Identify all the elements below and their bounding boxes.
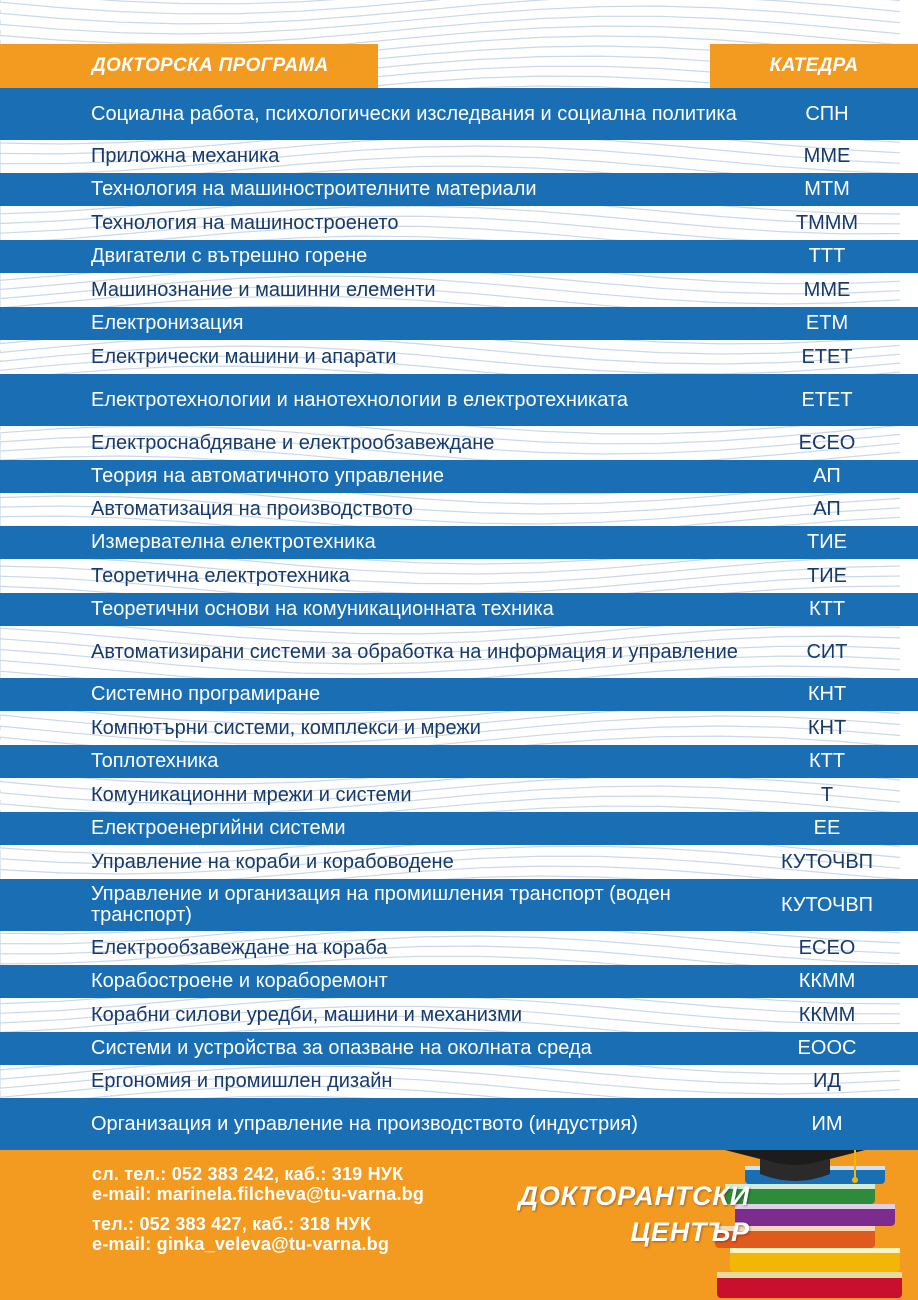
program-name: Електрически машини и апарати	[91, 345, 397, 368]
table-row	[0, 240, 918, 273]
table-row	[0, 778, 918, 812]
contact-email[interactable]: e-mail: marinela.filcheva@tu-varna.bg	[92, 1184, 425, 1204]
table-row	[0, 593, 918, 626]
table-row	[0, 340, 918, 374]
table-row	[0, 88, 918, 140]
program-name: Електротехнологии и нанотехнологии в електротехниката	[91, 388, 628, 411]
department-code: КНТ	[807, 683, 847, 705]
table-row	[0, 374, 918, 426]
table-row	[0, 173, 918, 206]
table-row	[0, 559, 918, 593]
program-name: Електроенергийни системи	[91, 817, 346, 839]
department-code: МТМ	[804, 178, 850, 200]
department-code: КТТ	[808, 598, 846, 620]
program-name: Системно програмиране	[91, 683, 321, 705]
table-row	[0, 1098, 918, 1150]
department-code: ТИЕ	[807, 564, 847, 587]
program-name: Организация и управление на производството (индустрия)	[91, 1112, 638, 1135]
program-name: Технология на машиностроителните материали	[91, 178, 537, 200]
department-code: ЕТЕТ	[801, 388, 853, 411]
table-row	[0, 1032, 918, 1065]
table-row	[0, 526, 918, 559]
department-code: ИМ	[811, 1112, 843, 1135]
table-row	[0, 206, 918, 240]
program-name: Технология на машиностроенето	[91, 211, 399, 234]
department-code: ККММ	[798, 970, 856, 992]
doctoral-center-title	[500, 1178, 750, 1250]
table-row	[0, 273, 918, 307]
department-code: ИД	[813, 1070, 841, 1092]
department-code: ЕООС	[797, 1037, 857, 1059]
table-row	[0, 965, 918, 998]
department-code: АП	[813, 465, 841, 487]
program-name: Машинознание и машинни елементи	[91, 278, 436, 301]
department-code: КНТ	[807, 716, 847, 739]
program-name: Комуникационни мрежи и системи	[91, 783, 412, 806]
department-code: ММЕ	[803, 145, 851, 167]
table-row	[0, 678, 918, 711]
program-name: Измервателна електротехника	[91, 531, 376, 553]
contact-block-1	[92, 1164, 424, 1204]
contact-phone: тел.: 052 383 427, каб.: 318 НУК	[92, 1214, 372, 1234]
program-name: Двигатели с вътрешно горене	[91, 245, 368, 267]
table-row	[0, 879, 918, 931]
program-name: Управление и организация на промишления транспорт (воден транспорт)	[91, 883, 671, 926]
program-name: Теоретични основи на комуникационната техника	[91, 598, 554, 620]
contact-block-2	[92, 1214, 389, 1254]
department-code: КТТ	[808, 750, 846, 772]
table-row	[0, 812, 918, 845]
table-row	[0, 1065, 918, 1098]
department-code: ККММ	[798, 1003, 856, 1026]
program-name: Корабостроене и кораборемонт	[91, 970, 388, 992]
header-department: КАТЕДРА	[710, 44, 918, 88]
department-code: СИТ	[806, 640, 848, 663]
department-code: ЕТМ	[805, 312, 849, 334]
program-name: Управление на кораби и корабоводене	[91, 850, 454, 873]
department-code: Т	[820, 783, 834, 806]
contact-phone: сл. тел.: 052 383 242, каб.: 319 НУК	[92, 1164, 404, 1184]
header-program: ДОКТОРСКА ПРОГРАМА	[0, 44, 378, 88]
program-table	[0, 88, 918, 1150]
table-row	[0, 426, 918, 460]
program-name: Ергономия и промишлен дизайн	[91, 1070, 393, 1092]
table-row	[0, 460, 918, 493]
department-code: ЕСЕО	[798, 936, 856, 959]
table-row	[0, 711, 918, 745]
department-code: ТТТ	[808, 245, 846, 267]
table-row	[0, 845, 918, 879]
program-name: Автоматизация на производството	[91, 498, 413, 520]
table-row	[0, 998, 918, 1032]
program-name: Електроснабдяване и електрообзавеждане	[91, 431, 495, 454]
department-code: ЕЕ	[813, 817, 841, 839]
program-name: Теория на автоматичното управление	[91, 465, 445, 487]
program-name: Системи и устройства за опазване на околната среда	[91, 1037, 592, 1059]
department-code: ТМММ	[795, 211, 859, 234]
table-row	[0, 745, 918, 778]
program-name: Теоретична електротехника	[91, 564, 350, 587]
contact-email[interactable]: e-mail: ginka_veleva@tu-varna.bg	[92, 1234, 390, 1254]
department-code: КУТОЧВП	[780, 893, 874, 916]
table-row	[0, 140, 918, 173]
table-row	[0, 493, 918, 526]
department-code: АП	[813, 498, 841, 520]
department-code: ЕТЕТ	[801, 345, 853, 368]
department-code: СПН	[805, 102, 849, 125]
program-name: Социална работа, психологически изследвания и социална политика	[91, 102, 737, 125]
department-code: ММЕ	[803, 278, 851, 301]
program-name: Електронизация	[91, 312, 244, 334]
program-name: Корабни силови уредби, машини и механизми	[91, 1003, 523, 1026]
title-line-2: ЦЕНТЪР	[630, 1217, 750, 1247]
table-row	[0, 307, 918, 340]
program-name: Компютърни системи, комплекси и мрежи	[91, 716, 481, 739]
department-code: ТИЕ	[807, 531, 847, 553]
program-name: Автоматизирани системи за обработка на информация и управление	[91, 640, 738, 663]
table-header	[0, 44, 918, 88]
footer-contacts	[0, 1142, 918, 1300]
department-code: ЕСЕО	[798, 431, 856, 454]
table-row	[0, 931, 918, 965]
program-name: Приложна механика	[91, 145, 280, 167]
program-name: Електрообзавеждане на кораба	[91, 936, 388, 959]
program-name: Топлотехника	[91, 750, 219, 772]
table-row	[0, 626, 918, 678]
department-code: КУТОЧВП	[780, 850, 874, 873]
title-line-1: ДОКТОРАНТСКИ	[518, 1181, 750, 1211]
